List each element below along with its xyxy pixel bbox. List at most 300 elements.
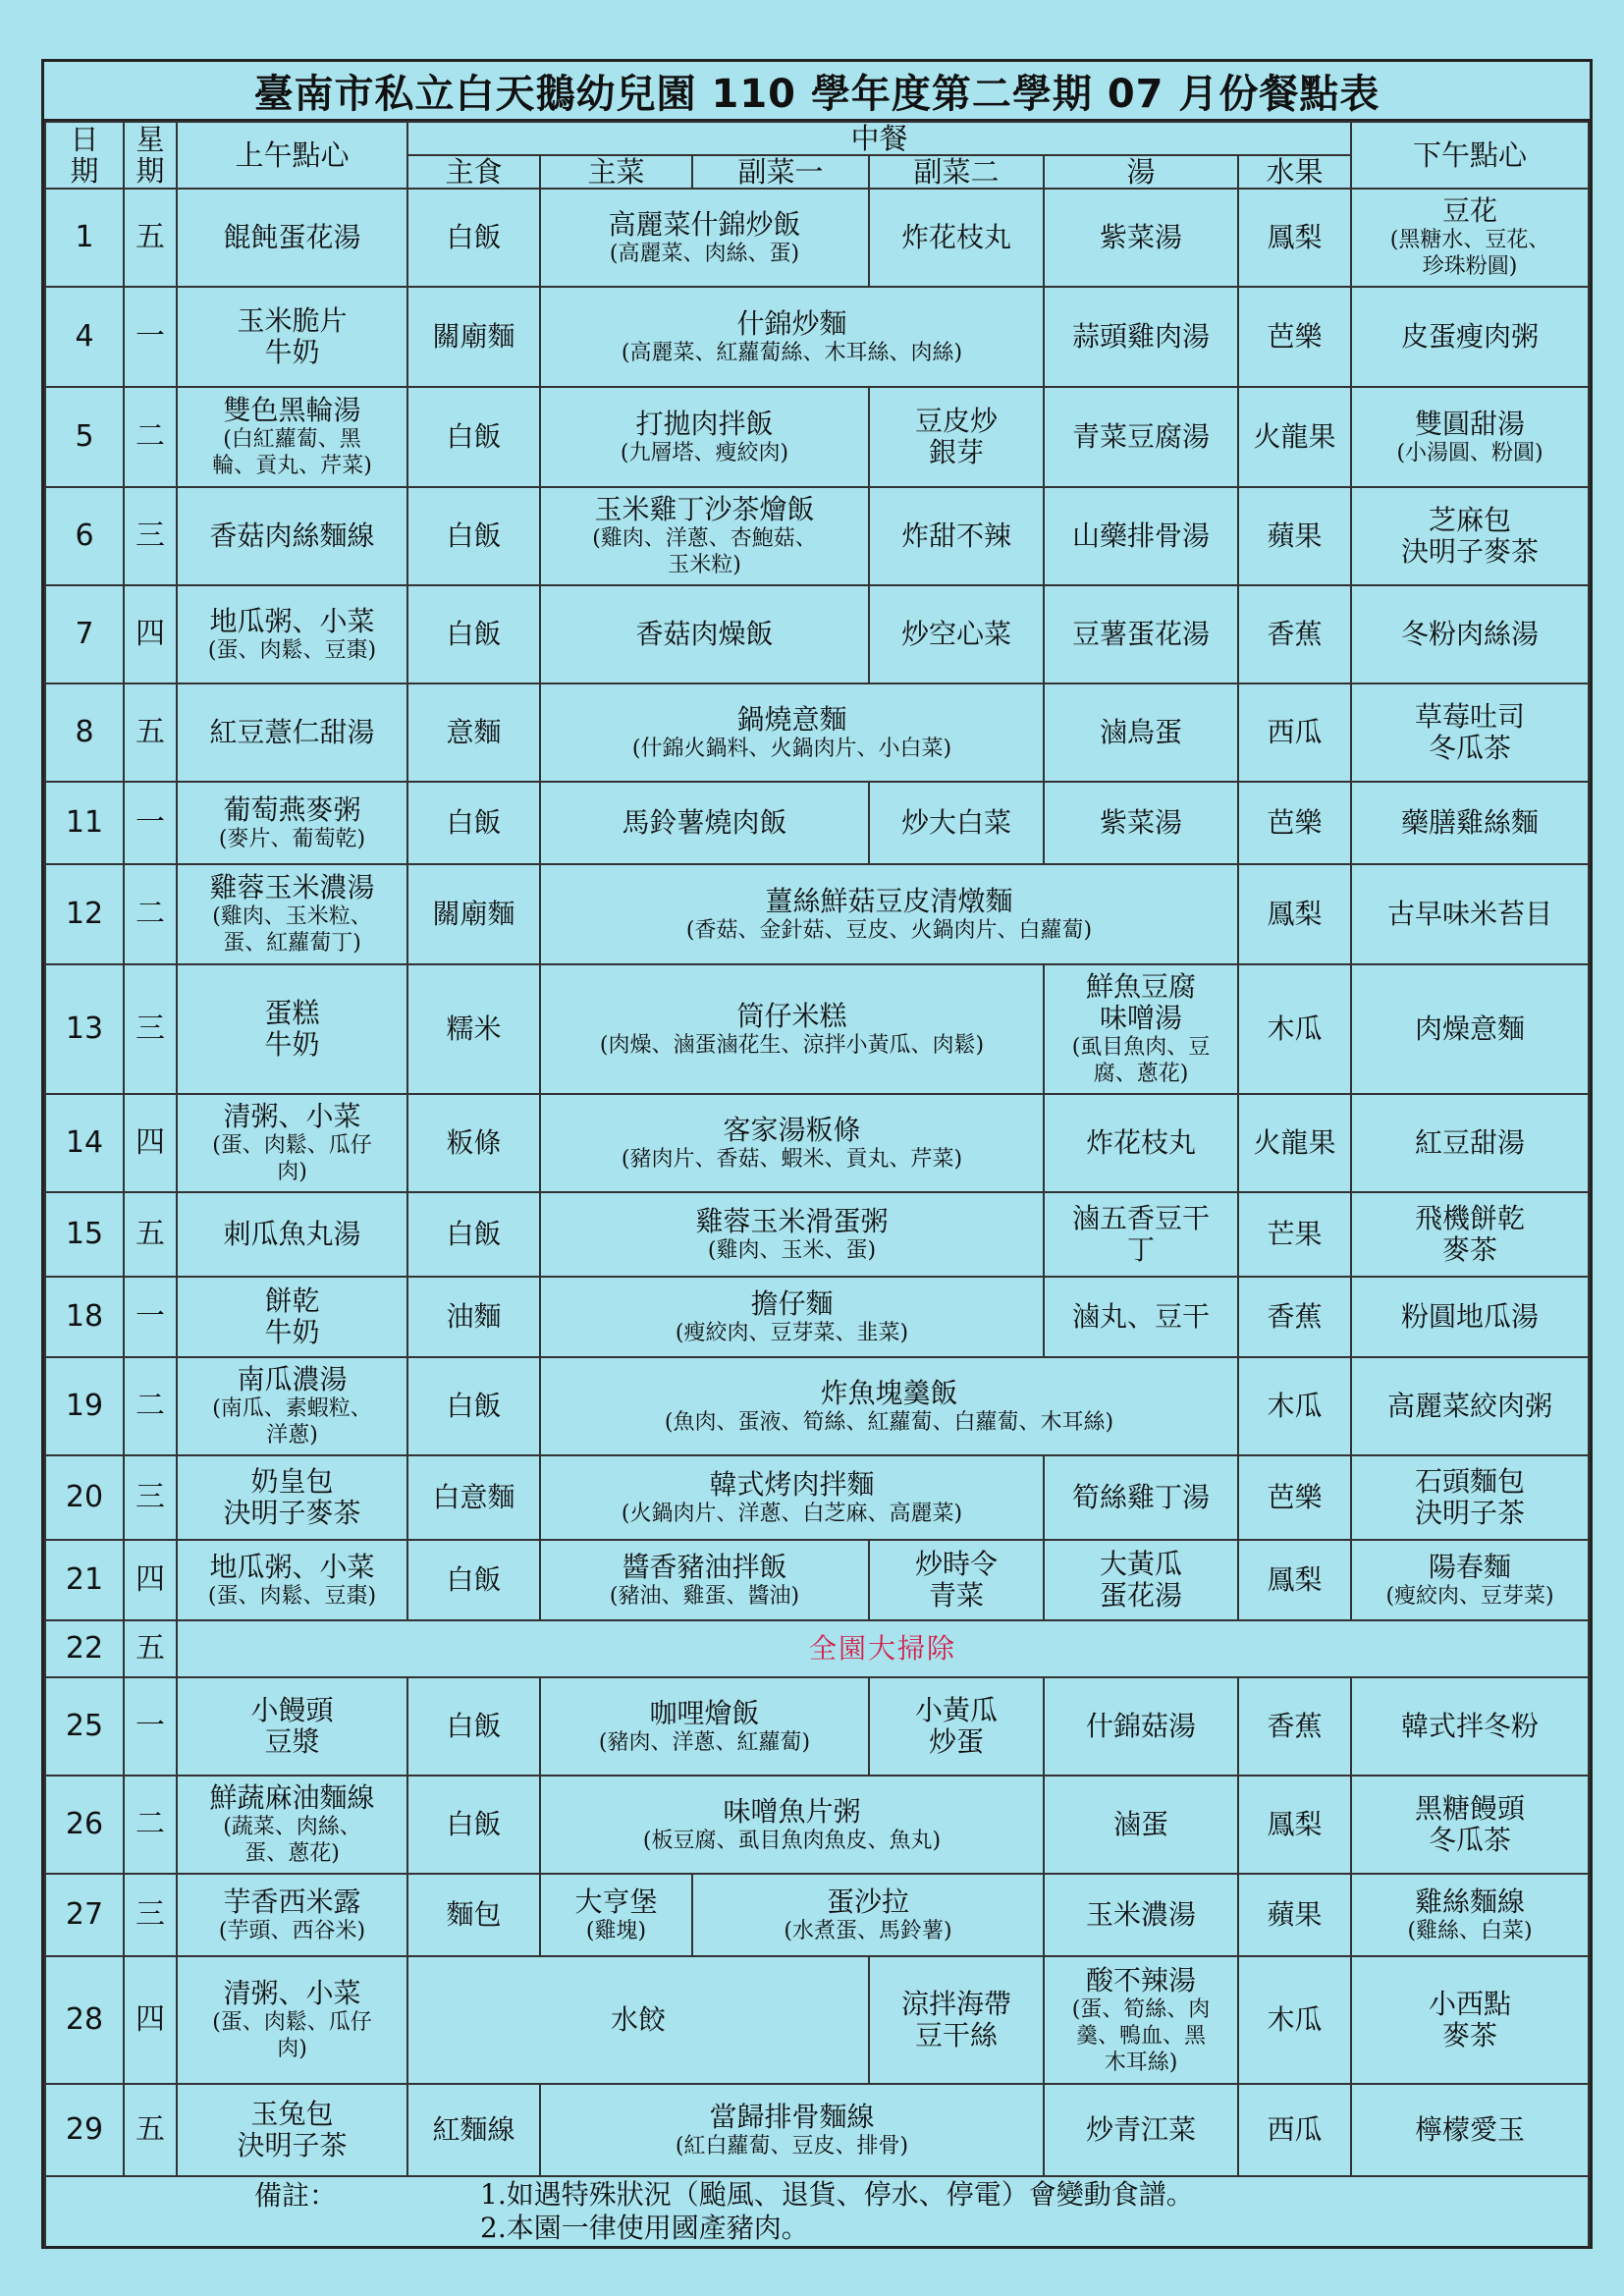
morning-snack-cell (177, 1277, 407, 1357)
main-dish-cell (540, 964, 1044, 1094)
weekday-cell: 一 (124, 287, 177, 387)
soup-cell (1044, 189, 1238, 287)
main-dish-cell (540, 1874, 692, 1956)
cell-line: 炒蛋 (928, 1725, 984, 1758)
menu-row (45, 964, 1589, 1094)
header-staple: 主食 (407, 155, 540, 189)
cell-line: 涼拌海帶 (900, 1988, 1011, 2020)
cell-line: (蛋、肉鬆、豆棗) (207, 637, 377, 663)
cell-line: 豆漿 (264, 1725, 320, 1758)
cell-line: 檸檬愛玉 (1415, 2113, 1526, 2146)
morning-snack-cell (177, 1956, 407, 2084)
note-item: 1.如遇特殊狀況（颱風、退貨、停水、停電）會變動食譜。 (480, 2177, 1194, 2211)
cell-line: 炸花枝丸 (1085, 1126, 1196, 1159)
fruit-cell: 香蕉 (1238, 585, 1351, 683)
menu-row (45, 864, 1589, 964)
soup-cell (1044, 1277, 1238, 1357)
staple-cell: 意麵 (407, 683, 540, 782)
staple-cell: 糯米 (407, 964, 540, 1094)
cell-line: (板豆腐、虱目魚肉魚皮、魚丸) (642, 1828, 942, 1853)
cell-line: 水餃 (610, 2003, 666, 2036)
cell-line: (蛋、肉鬆、瓜仔 (212, 2010, 372, 2035)
cell-line: (芋頭、西谷米) (218, 1918, 366, 1943)
fruit-cell: 蘋果 (1238, 1874, 1351, 1956)
cell-line: 黑糖饅頭 (1415, 1792, 1526, 1825)
cell-line: (肉燥、滷蛋滷花生、涼拌小黃瓜、肉鬆) (599, 1032, 985, 1058)
cell-line: 醬香豬油拌飯 (622, 1550, 787, 1583)
cell-line: 粉圓地瓜湯 (1401, 1300, 1540, 1333)
staple-cell: 油麵 (407, 1277, 540, 1357)
cell-line: 薑絲鮮菇豆皮清燉麵 (765, 884, 1013, 917)
cell-line: 紅豆甜湯 (1415, 1126, 1526, 1159)
afternoon-snack-cell (1351, 387, 1589, 487)
cell-line: 滷鳥蛋 (1099, 716, 1182, 748)
cell-line: (豬油、雞蛋、醬油) (609, 1583, 800, 1609)
cell-line: 蒜頭雞肉湯 (1071, 320, 1210, 353)
afternoon-snack-cell (1351, 287, 1589, 387)
date-cell: 25 (45, 1677, 124, 1776)
main-dish-cell (540, 189, 869, 287)
cell-line: 芋香西米露 (223, 1885, 361, 1918)
fruit-cell: 芒果 (1238, 1192, 1351, 1277)
afternoon-snack-cell (1351, 1277, 1589, 1357)
cell-line: (白紅蘿蔔、黑 (223, 427, 361, 452)
menu-row (45, 189, 1589, 287)
cell-line: 青菜豆腐湯 (1071, 420, 1210, 453)
cell-line: 鮮魚豆腐 (1085, 970, 1196, 1003)
cell-line: 鮮蔬麻油麵線 (209, 1781, 375, 1814)
cell-line: 炒時令 (914, 1548, 998, 1580)
notes (45, 2176, 1589, 2247)
cell-line: 陽春麵 (1429, 1550, 1512, 1583)
fruit-cell: 鳳梨 (1238, 1776, 1351, 1874)
cell-line: 玉米粒) (668, 553, 741, 577)
cell-line: (虱目魚肉、豆 (1071, 1035, 1211, 1060)
cell-line: 蛋、紅蘿蔔丁) (223, 931, 361, 956)
cell-line: 輪、貢丸、芹菜) (212, 454, 372, 478)
side-dish-2-cell (869, 585, 1044, 683)
cell-line: 炸魚塊羹飯 (820, 1376, 958, 1409)
fruit-cell: 西瓜 (1238, 683, 1351, 782)
cell-line: 香菇肉絲麵線 (209, 519, 375, 552)
soup-cell (1044, 1677, 1238, 1776)
main-dish-cell (540, 782, 869, 864)
header-main-dish: 主菜 (540, 155, 692, 189)
afternoon-snack-cell (1351, 1874, 1589, 1956)
menu-row (45, 585, 1589, 683)
main-dish-cell (540, 1540, 869, 1620)
date-cell: 29 (45, 2084, 124, 2176)
cell-line: (雞肉、玉米粒、 (212, 904, 372, 929)
note-item: 2.本園一律使用國產豬肉。 (480, 2211, 809, 2244)
cell-line: 韓式拌冬粉 (1401, 1710, 1540, 1742)
staple-cell: 白飯 (407, 1776, 540, 1874)
cell-line: 雙圓甜湯 (1415, 407, 1526, 440)
morning-snack-cell (177, 1094, 407, 1192)
morning-snack-cell (177, 1455, 407, 1540)
fruit-cell: 鳳梨 (1238, 1540, 1351, 1620)
cell-line: 珍珠粉圓) (1422, 254, 1518, 279)
date-cell: 21 (45, 1540, 124, 1620)
afternoon-snack-cell (1351, 585, 1589, 683)
cell-line: (瘦絞肉、豆芽菜) (1385, 1583, 1554, 1609)
main-dish-cell (540, 1357, 1238, 1455)
cell-line: (九層塔、瘦絞肉) (620, 440, 789, 465)
cell-line: 小西點 (1429, 1988, 1512, 2020)
main-dish-cell (407, 1956, 869, 2084)
header-morning-snack: 上午點心 (177, 122, 407, 189)
morning-snack-cell (177, 1192, 407, 1277)
soup-cell (1044, 683, 1238, 782)
main-dish-cell (540, 487, 869, 585)
date-cell: 6 (45, 487, 124, 585)
staple-cell: 白飯 (407, 585, 540, 683)
cell-line: (蔬菜、肉絲、 (223, 1815, 361, 1839)
staple-cell: 紅麵線 (407, 2084, 540, 2176)
main-dish-cell (540, 585, 869, 683)
fruit-cell: 鳳梨 (1238, 864, 1351, 964)
cell-line: 肉燥意麵 (1415, 1012, 1526, 1045)
cell-line: 餅乾 (264, 1285, 320, 1317)
afternoon-snack-cell (1351, 1094, 1589, 1192)
cell-line: 清粥、小菜 (223, 1977, 361, 2009)
menu-row (45, 1192, 1589, 1277)
morning-snack-cell (177, 287, 407, 387)
afternoon-snack-cell (1351, 1956, 1589, 2084)
cell-line: 大黃瓜 (1099, 1548, 1182, 1580)
notes-label: 備註： (254, 2178, 338, 2212)
menu-row (45, 1455, 1589, 1540)
morning-snack-cell (177, 487, 407, 585)
cell-line: 高麗菜什錦炒飯 (608, 207, 801, 241)
afternoon-snack-cell (1351, 189, 1589, 287)
weekday-cell: 三 (124, 487, 177, 585)
date-cell: 27 (45, 1874, 124, 1956)
cell-line: 牛奶 (264, 336, 320, 368)
cell-line: 芝麻包 (1429, 504, 1512, 536)
soup-cell (1044, 1192, 1238, 1277)
menu-row (45, 487, 1589, 585)
weekday-cell: 四 (124, 1540, 177, 1620)
staple-cell: 白飯 (407, 1540, 540, 1620)
cell-line: (南瓜、素蝦粒、 (212, 1396, 372, 1421)
fruit-cell: 火龍果 (1238, 1094, 1351, 1192)
fruit-cell: 西瓜 (1238, 2084, 1351, 2176)
header-weekday: 星 期 (124, 122, 177, 189)
cell-line: 冬瓜茶 (1429, 1824, 1512, 1856)
weekday-cell: 五 (124, 189, 177, 287)
header-lunch: 中餐 (407, 122, 1351, 155)
soup-cell (1044, 1956, 1238, 2084)
afternoon-snack-cell (1351, 964, 1589, 1094)
staple-cell: 白飯 (407, 487, 540, 585)
cell-line: 古早味米苔目 (1387, 898, 1553, 930)
cell-line: (雞肉、洋蔥、杏鮑菇、 (592, 526, 817, 551)
cell-line: 豆皮炒 (914, 405, 998, 437)
cell-line: 炒空心菜 (900, 618, 1011, 650)
fruit-cell: 芭樂 (1238, 782, 1351, 864)
cell-line: 腐、蔥花) (1093, 1062, 1189, 1086)
cell-line: 肉) (277, 1160, 307, 1184)
soup-cell (1044, 782, 1238, 864)
cell-line: 藥膳雞絲麵 (1401, 806, 1540, 839)
date-cell: 22 (45, 1620, 124, 1677)
cell-line: 牛奶 (264, 1028, 320, 1061)
soup-cell (1044, 287, 1238, 387)
cell-line: 草莓吐司 (1415, 700, 1526, 733)
cell-line: (紅白蘿蔔、豆皮、排骨) (675, 2133, 909, 2159)
cell-line: 炒大白菜 (900, 806, 1011, 839)
cell-line: 當歸排骨麵線 (709, 2100, 875, 2133)
cell-line: (雞肉、玉米、蛋) (707, 1237, 877, 1263)
main-dish-cell (540, 1277, 1044, 1357)
staple-cell: 白意麵 (407, 1455, 540, 1540)
afternoon-snack-cell (1351, 864, 1589, 964)
cell-line: 豆干絲 (914, 2019, 998, 2051)
cell-line: 筒仔米糕 (736, 999, 847, 1032)
cell-line: 酸不辣湯 (1085, 1963, 1196, 1996)
soup-cell (1044, 964, 1238, 1094)
event-cell: 全園大掃除 (177, 1620, 1589, 1677)
morning-snack-cell (177, 189, 407, 287)
cell-line: 蛋沙拉 (826, 1885, 909, 1918)
cell-line: 咖哩燴飯 (649, 1696, 760, 1729)
cell-line: 飛機餅乾 (1415, 1202, 1526, 1234)
fruit-cell: 火龍果 (1238, 387, 1351, 487)
date-cell: 11 (45, 782, 124, 864)
menu-row (45, 2084, 1589, 2176)
menu-row (45, 287, 1589, 387)
cell-line: 紫菜湯 (1099, 806, 1182, 839)
date-cell: 18 (45, 1277, 124, 1357)
weekday-cell: 四 (124, 1956, 177, 2084)
afternoon-snack-cell (1351, 487, 1589, 585)
afternoon-snack-cell (1351, 1357, 1589, 1455)
cell-line: 玉米濃湯 (1085, 1898, 1196, 1931)
weekday-cell: 三 (124, 1455, 177, 1540)
soup-cell (1044, 1455, 1238, 1540)
weekday-cell: 五 (124, 2084, 177, 2176)
cell-line: (高麗菜、紅蘿蔔絲、木耳絲、肉絲) (621, 340, 963, 365)
date-cell: 8 (45, 683, 124, 782)
soup-cell (1044, 1540, 1238, 1620)
menu-row (45, 782, 1589, 864)
cell-line: 皮蛋瘦肉粥 (1401, 320, 1540, 353)
cell-line: 馬鈴薯燒肉飯 (622, 806, 787, 839)
fruit-cell: 木瓜 (1238, 1956, 1351, 2084)
cell-line: 炸花枝丸 (900, 221, 1011, 253)
menu-row (45, 1540, 1589, 1620)
cell-line: 炒青江菜 (1085, 2113, 1196, 2146)
weekday-cell: 二 (124, 1357, 177, 1455)
cell-line: (蛋、肉鬆、豆棗) (207, 1583, 377, 1609)
cell-line: (高麗菜、肉絲、蛋) (609, 241, 800, 266)
menu-row (45, 1776, 1589, 1874)
header-date: 日 期 (45, 122, 124, 189)
weekday-cell: 一 (124, 782, 177, 864)
fruit-cell: 木瓜 (1238, 1357, 1351, 1455)
cell-line: 高麗菜絞肉粥 (1387, 1390, 1553, 1422)
header-side-dish-2: 副菜二 (869, 155, 1044, 189)
cell-line: 蛋花湯 (1099, 1579, 1182, 1612)
morning-snack-cell (177, 585, 407, 683)
header-soup: 湯 (1044, 155, 1238, 189)
cell-line: 丁 (1126, 1233, 1155, 1266)
cell-line: 豆薯蛋花湯 (1071, 618, 1210, 650)
cell-line: 銀芽 (928, 436, 984, 468)
side-dish-2-cell (869, 189, 1044, 287)
cell-line: 決明子茶 (1415, 1497, 1526, 1529)
afternoon-snack-cell (1351, 1192, 1589, 1277)
side-dish-1-cell (692, 1874, 1044, 1956)
main-dish-cell (540, 1094, 1044, 1192)
menu-row (45, 1277, 1589, 1357)
cell-line: 筍絲雞丁湯 (1071, 1481, 1210, 1513)
cell-line: 山藥排骨湯 (1071, 519, 1210, 552)
cell-line: 奶皇包 (250, 1465, 334, 1498)
date-cell: 15 (45, 1192, 124, 1277)
side-dish-2-cell (869, 782, 1044, 864)
morning-snack-cell (177, 683, 407, 782)
soup-cell (1044, 487, 1238, 585)
main-dish-cell (540, 683, 1044, 782)
cell-line: 冬瓜茶 (1429, 732, 1512, 764)
menu-row (45, 1956, 1589, 2084)
cell-line: (麥片、葡萄乾) (218, 826, 366, 851)
menu-row (45, 1677, 1589, 1776)
cell-line: 刺瓜魚丸湯 (223, 1218, 361, 1250)
main-dish-cell (540, 2084, 1044, 2176)
weekday-cell: 五 (124, 1192, 177, 1277)
cell-line: 洋蔥) (266, 1423, 318, 1448)
cell-line: 冬粉肉絲湯 (1401, 618, 1540, 650)
cell-line: 炸甜不辣 (900, 519, 1011, 552)
weekday-cell: 五 (124, 1620, 177, 1677)
menu-table (44, 121, 1590, 2247)
header-afternoon-snack: 下午點心 (1351, 122, 1589, 189)
menu-row (45, 387, 1589, 487)
weekday-cell: 一 (124, 1677, 177, 1776)
morning-snack-cell (177, 1874, 407, 1956)
cell-line: 大亨堡 (574, 1885, 658, 1918)
cell-line: 南瓜濃湯 (237, 1363, 348, 1395)
cell-line: 決明子麥茶 (1401, 535, 1540, 568)
morning-snack-cell (177, 1677, 407, 1776)
morning-snack-cell (177, 1776, 407, 1874)
staple-cell: 白飯 (407, 1357, 540, 1455)
header-side-dish-1: 副菜一 (692, 155, 869, 189)
date-cell: 26 (45, 1776, 124, 1874)
cell-line: 麥茶 (1442, 1233, 1498, 1266)
cell-line: (豬肉、洋蔥、紅蘿蔔) (598, 1729, 811, 1755)
afternoon-snack-cell (1351, 1776, 1589, 1874)
morning-snack-cell (177, 782, 407, 864)
soup-cell (1044, 1874, 1238, 1956)
afternoon-snack-cell (1351, 782, 1589, 864)
side-dish-2-cell (869, 1677, 1044, 1776)
side-dish-2-cell (869, 1956, 1044, 2084)
main-dish-cell (540, 1776, 1044, 1874)
fruit-cell: 木瓜 (1238, 964, 1351, 1094)
cell-line: 豆花 (1442, 194, 1498, 227)
main-dish-cell (540, 864, 1238, 964)
main-dish-cell (540, 387, 869, 487)
cell-line: 味噌魚片粥 (723, 1794, 861, 1828)
main-dish-cell (540, 287, 1044, 387)
date-cell: 12 (45, 864, 124, 964)
soup-cell (1044, 585, 1238, 683)
afternoon-snack-cell (1351, 683, 1589, 782)
cell-line: 玉米脆片 (237, 304, 348, 337)
soup-cell (1044, 2084, 1238, 2176)
cell-line: 紅豆薏仁甜湯 (209, 716, 375, 748)
morning-snack-cell (177, 2084, 407, 2176)
menu-row (45, 1874, 1589, 1956)
cell-line: 餛飩蛋花湯 (223, 221, 361, 253)
cell-line: 雞蓉玉米濃湯 (209, 871, 375, 903)
staple-cell: 關廟麵 (407, 287, 540, 387)
main-dish-cell (540, 1455, 1044, 1540)
main-dish-cell (540, 1677, 869, 1776)
cell-line: 蛋、蔥花) (244, 1841, 340, 1866)
cell-line: 玉米雞丁沙茶燴飯 (594, 493, 815, 525)
date-cell: 19 (45, 1357, 124, 1455)
weekday-cell: 四 (124, 585, 177, 683)
weekday-cell: 二 (124, 387, 177, 487)
header-fruit: 水果 (1238, 155, 1351, 189)
soup-cell (1044, 1776, 1238, 1874)
page-title: 臺南市私立白天鵝幼兒園 110 學年度第二學期 07 月份餐點表 (44, 62, 1590, 121)
cell-line: 香菇肉燥飯 (635, 618, 774, 650)
side-dish-2-cell (869, 1540, 1044, 1620)
menu-row (45, 1357, 1589, 1455)
cell-line: 打拋肉拌飯 (635, 407, 774, 440)
menu-row (45, 1620, 1589, 1677)
cell-line: 滷五香豆干 (1071, 1202, 1210, 1234)
cell-line: 玉兔包 (250, 2098, 334, 2130)
morning-snack-cell (177, 387, 407, 487)
cell-line: (香菇、金針菇、豆皮、火鍋肉片、白蘿蔔) (685, 917, 1093, 943)
weekday-cell: 五 (124, 683, 177, 782)
cell-line: 麥茶 (1442, 2019, 1498, 2051)
cell-line: 滷丸、豆干 (1071, 1300, 1210, 1333)
staple-cell: 粄條 (407, 1094, 540, 1192)
fruit-cell: 鳳梨 (1238, 189, 1351, 287)
cell-line: (雞塊) (585, 1918, 647, 1943)
cell-line: (蛋、肉鬆、瓜仔 (212, 1133, 372, 1158)
cell-line: 肉) (277, 2037, 307, 2061)
cell-line: (黑糖水、豆花、 (1389, 228, 1550, 252)
date-cell: 14 (45, 1094, 124, 1192)
morning-snack-cell (177, 1357, 407, 1455)
staple-cell: 白飯 (407, 387, 540, 487)
cell-line: 決明子麥茶 (223, 1497, 361, 1529)
weekday-cell: 一 (124, 1277, 177, 1357)
weekday-cell: 二 (124, 864, 177, 964)
cell-line: 客家湯粄條 (723, 1113, 861, 1146)
cell-line: 什錦菇湯 (1085, 1710, 1196, 1742)
weekday-cell: 三 (124, 964, 177, 1094)
cell-line: 擔仔麵 (750, 1286, 834, 1320)
cell-line: 地瓜粥、小菜 (209, 1550, 375, 1583)
cell-line: 滷蛋 (1112, 1808, 1168, 1840)
cell-line: 木耳絲) (1104, 2050, 1178, 2075)
cell-line: 小饅頭 (250, 1694, 334, 1726)
cell-line: 蛋糕 (264, 997, 320, 1029)
date-cell: 20 (45, 1455, 124, 1540)
staple-cell: 白飯 (407, 1677, 540, 1776)
date-cell: 4 (45, 287, 124, 387)
